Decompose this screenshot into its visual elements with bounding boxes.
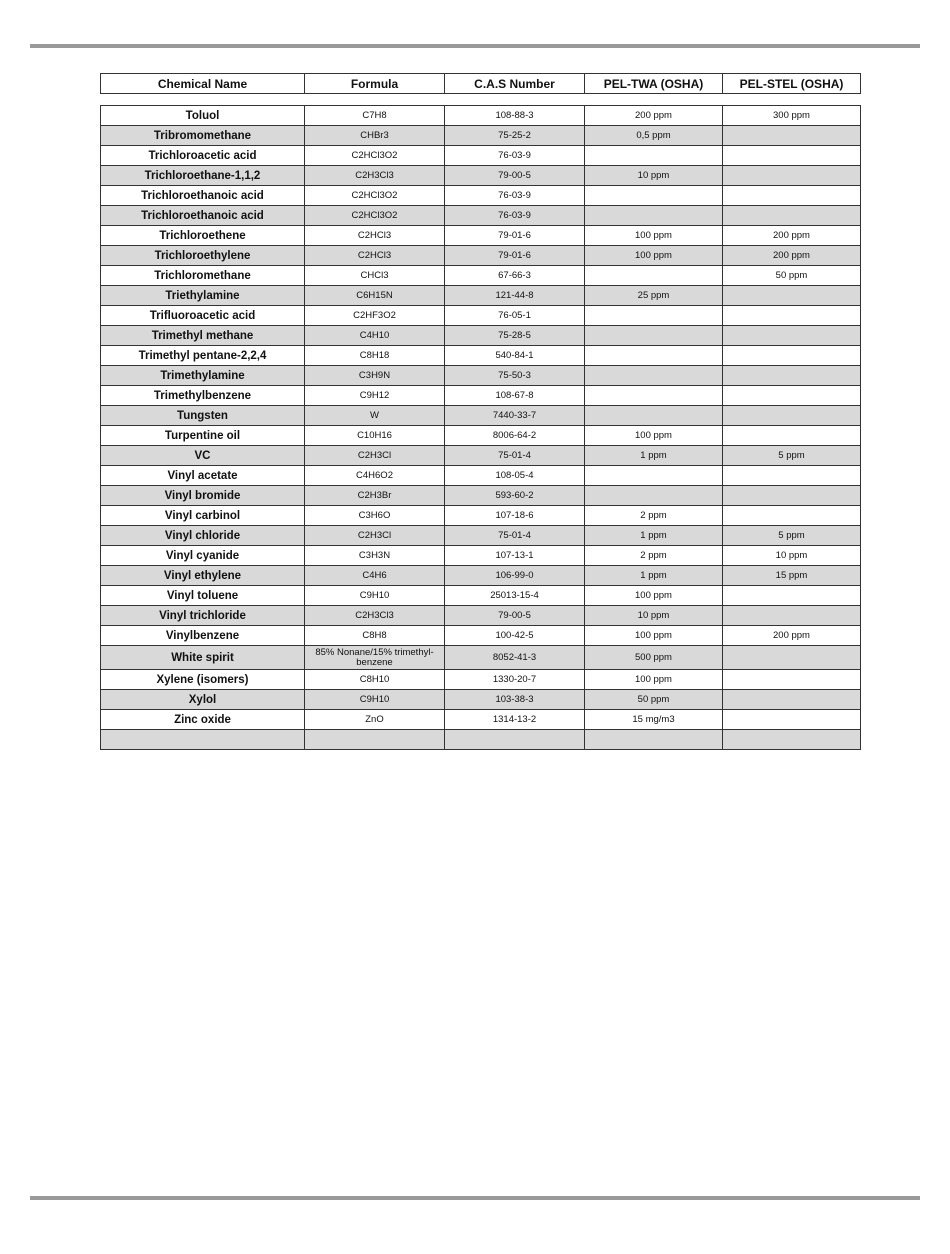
cell-pel-stel [723,166,861,186]
cell-pel-stel [723,646,861,670]
table-row [101,246,861,266]
cell-pel-twa: 1 ppm [585,446,723,466]
table-row [101,146,861,166]
cell-pel-stel: 200 ppm [723,626,861,646]
cell-pel-stel [723,326,861,346]
cell-pel-stel [723,670,861,690]
cell-pel-twa: 2 ppm [585,506,723,526]
cell-cas-number: 121-44-8 [445,286,585,306]
table-row [101,126,861,146]
cell-chemical-name: Vinyl acetate [101,466,305,486]
column-header-pel-stel: PEL-STEL (OSHA) [723,74,861,94]
cell-cas-number: 108-05-4 [445,466,585,486]
cell-chemical-name: Trifluoroacetic acid [101,306,305,326]
table-row [101,306,861,326]
cell-formula: C2H3Br [305,486,445,506]
cell-pel-stel [723,286,861,306]
cell-pel-twa [585,346,723,366]
column-header-pel-twa: PEL-TWA (OSHA) [585,74,723,94]
table-row [101,326,861,346]
cell-cas-number: 107-18-6 [445,506,585,526]
cell-chemical-name: Xylol [101,690,305,710]
cell-cas-number: 76-05-1 [445,306,585,326]
cell-pel-stel [723,506,861,526]
cell-pel-twa: 25 ppm [585,286,723,306]
cell-chemical-name [101,730,305,750]
cell-chemical-name: Vinyl trichloride [101,606,305,626]
cell-pel-twa [585,146,723,166]
cell-formula: C4H6 [305,566,445,586]
cell-pel-twa [585,326,723,346]
cell-formula: C9H10 [305,586,445,606]
cell-formula: C3H9N [305,366,445,386]
cell-pel-stel: 200 ppm [723,246,861,266]
cell-formula: C8H18 [305,346,445,366]
table-row [101,586,861,606]
cell-cas-number: 7440-33-7 [445,406,585,426]
cell-chemical-name: Trimethylbenzene [101,386,305,406]
cell-chemical-name: Trichloroacetic acid [101,146,305,166]
cell-pel-twa: 50 ppm [585,690,723,710]
table-row [101,106,861,126]
table-row [101,710,861,730]
cell-pel-twa: 100 ppm [585,626,723,646]
table-row [101,670,861,690]
cell-cas-number: 75-01-4 [445,446,585,466]
cell-chemical-name: Vinyl chloride [101,526,305,546]
cell-formula: C9H12 [305,386,445,406]
cell-pel-stel: 5 ppm [723,526,861,546]
cell-formula: C4H10 [305,326,445,346]
cell-cas-number: 75-25-2 [445,126,585,146]
cell-cas-number: 1330-20-7 [445,670,585,690]
cell-chemical-name: White spirit [101,646,305,670]
cell-pel-twa [585,366,723,386]
cell-formula: C7H8 [305,106,445,126]
cell-chemical-name: Vinyl ethylene [101,566,305,586]
cell-chemical-name: Vinylbenzene [101,626,305,646]
cell-chemical-name: Trichloroethylene [101,246,305,266]
cell-pel-twa [585,406,723,426]
cell-pel-stel [723,710,861,730]
cell-chemical-name: Turpentine oil [101,426,305,446]
cell-pel-stel [723,586,861,606]
cell-formula: C3H6O [305,506,445,526]
cell-chemical-name: Zinc oxide [101,710,305,730]
chemical-table [100,105,861,750]
cell-formula: C2HCl3 [305,226,445,246]
cell-chemical-name: Vinyl carbinol [101,506,305,526]
cell-cas-number [445,730,585,750]
cell-pel-twa [585,306,723,326]
cell-pel-twa: 100 ppm [585,226,723,246]
cell-formula: W [305,406,445,426]
cell-formula: C8H10 [305,670,445,690]
cell-chemical-name: Trichloroethene [101,226,305,246]
table-row [101,466,861,486]
cell-pel-twa: 500 ppm [585,646,723,670]
cell-formula: C8H8 [305,626,445,646]
cell-formula: C2H3Cl3 [305,166,445,186]
table-row [101,566,861,586]
cell-pel-twa: 2 ppm [585,546,723,566]
table-row [101,690,861,710]
top-rule [30,44,920,48]
table-row [101,626,861,646]
cell-cas-number: 100-42-5 [445,626,585,646]
cell-formula: C2HCl3O2 [305,186,445,206]
table-row [101,506,861,526]
cell-cas-number: 593-60-2 [445,486,585,506]
table-row [101,546,861,566]
cell-cas-number: 76-03-9 [445,206,585,226]
cell-formula: C10H16 [305,426,445,446]
column-header-chemical-name: Chemical Name [101,74,305,94]
cell-formula: CHBr3 [305,126,445,146]
cell-pel-twa: 15 mg/m3 [585,710,723,730]
cell-pel-stel: 200 ppm [723,226,861,246]
cell-pel-stel: 50 ppm [723,266,861,286]
cell-pel-twa: 1 ppm [585,526,723,546]
cell-chemical-name: Tungsten [101,406,305,426]
cell-formula: C4H6O2 [305,466,445,486]
cell-formula: CHCl3 [305,266,445,286]
cell-cas-number: 79-00-5 [445,166,585,186]
cell-cas-number: 106-99-0 [445,566,585,586]
cell-pel-twa: 10 ppm [585,166,723,186]
cell-chemical-name: Tribromomethane [101,126,305,146]
cell-chemical-name: Vinyl toluene [101,586,305,606]
header-row [101,74,861,94]
cell-pel-twa [585,466,723,486]
cell-pel-stel: 10 ppm [723,546,861,566]
cell-chemical-name: Trichloroethane-1,1,2 [101,166,305,186]
cell-cas-number: 108-67-8 [445,386,585,406]
cell-pel-stel: 5 ppm [723,446,861,466]
cell-pel-stel: 15 ppm [723,566,861,586]
table-row [101,286,861,306]
cell-formula: ZnO [305,710,445,730]
cell-chemical-name: Vinyl cyanide [101,546,305,566]
cell-pel-stel [723,426,861,446]
cell-formula: C6H15N [305,286,445,306]
cell-chemical-name: Triethylamine [101,286,305,306]
cell-chemical-name: Vinyl bromide [101,486,305,506]
cell-formula: C3H3N [305,546,445,566]
cell-chemical-name: Xylene (isomers) [101,670,305,690]
cell-cas-number: 79-01-6 [445,226,585,246]
cell-cas-number: 108-88-3 [445,106,585,126]
cell-cas-number: 103-38-3 [445,690,585,710]
cell-cas-number: 1314-13-2 [445,710,585,730]
cell-formula: C2H3Cl3 [305,606,445,626]
cell-pel-twa: 1 ppm [585,566,723,586]
cell-pel-twa [585,486,723,506]
cell-pel-stel [723,126,861,146]
cell-formula [305,730,445,750]
cell-pel-twa: 100 ppm [585,426,723,446]
cell-cas-number: 107-13-1 [445,546,585,566]
column-header-formula: Formula [305,74,445,94]
table-row [101,266,861,286]
table-row [101,186,861,206]
cell-pel-stel [723,366,861,386]
cell-cas-number: 79-00-5 [445,606,585,626]
cell-pel-twa: 0,5 ppm [585,126,723,146]
cell-pel-stel [723,206,861,226]
column-header-cas-number: C.A.S Number [445,74,585,94]
cell-formula: 85% Nonane/15% trimethyl-benzene [305,646,445,670]
cell-pel-twa: 200 ppm [585,106,723,126]
cell-pel-twa: 100 ppm [585,246,723,266]
cell-pel-twa [585,186,723,206]
table-row [101,166,861,186]
cell-pel-stel [723,386,861,406]
cell-chemical-name: Trimethylamine [101,366,305,386]
cell-pel-twa [585,266,723,286]
table-row [101,730,861,750]
cell-pel-stel [723,346,861,366]
table-row [101,486,861,506]
table-row [101,446,861,466]
cell-cas-number: 8052-41-3 [445,646,585,670]
cell-chemical-name: Trimethyl methane [101,326,305,346]
cell-cas-number: 75-01-4 [445,526,585,546]
cell-pel-stel [723,486,861,506]
cell-pel-stel [723,406,861,426]
table-row [101,606,861,626]
cell-pel-stel [723,606,861,626]
table-row [101,406,861,426]
table-row [101,426,861,446]
table-row [101,206,861,226]
cell-cas-number: 25013-15-4 [445,586,585,606]
cell-cas-number: 75-28-5 [445,326,585,346]
cell-pel-twa: 100 ppm [585,670,723,690]
cell-cas-number: 76-03-9 [445,146,585,166]
cell-pel-stel [723,690,861,710]
cell-formula: C2H3Cl [305,526,445,546]
table-row [101,386,861,406]
cell-chemical-name: Trichloroethanoic acid [101,186,305,206]
cell-chemical-name: Toluol [101,106,305,126]
cell-pel-stel [723,146,861,166]
table-header [100,73,861,94]
cell-cas-number: 76-03-9 [445,186,585,206]
cell-cas-number: 79-01-6 [445,246,585,266]
cell-cas-number: 540-84-1 [445,346,585,366]
cell-pel-twa: 10 ppm [585,606,723,626]
cell-pel-stel [723,466,861,486]
cell-pel-twa [585,206,723,226]
cell-formula: C2H3Cl [305,446,445,466]
cell-pel-stel [723,186,861,206]
cell-formula: C2HCl3O2 [305,206,445,226]
cell-chemical-name: Trichloroethanoic acid [101,206,305,226]
table-row [101,646,861,670]
cell-pel-twa [585,730,723,750]
cell-cas-number: 8006-64-2 [445,426,585,446]
cell-chemical-name: VC [101,446,305,466]
cell-formula: C2HF3O2 [305,306,445,326]
bottom-rule [30,1196,920,1200]
table-row [101,366,861,386]
cell-formula: C2HCl3O2 [305,146,445,166]
cell-formula: C9H10 [305,690,445,710]
cell-formula: C2HCl3 [305,246,445,266]
cell-chemical-name: Trichloromethane [101,266,305,286]
cell-pel-stel: 300 ppm [723,106,861,126]
cell-cas-number: 67-66-3 [445,266,585,286]
table-row [101,346,861,366]
cell-cas-number: 75-50-3 [445,366,585,386]
table-row [101,526,861,546]
cell-pel-stel [723,730,861,750]
cell-pel-stel [723,306,861,326]
cell-chemical-name: Trimethyl pentane-2,2,4 [101,346,305,366]
cell-pel-twa: 100 ppm [585,586,723,606]
cell-pel-twa [585,386,723,406]
table-row [101,226,861,246]
